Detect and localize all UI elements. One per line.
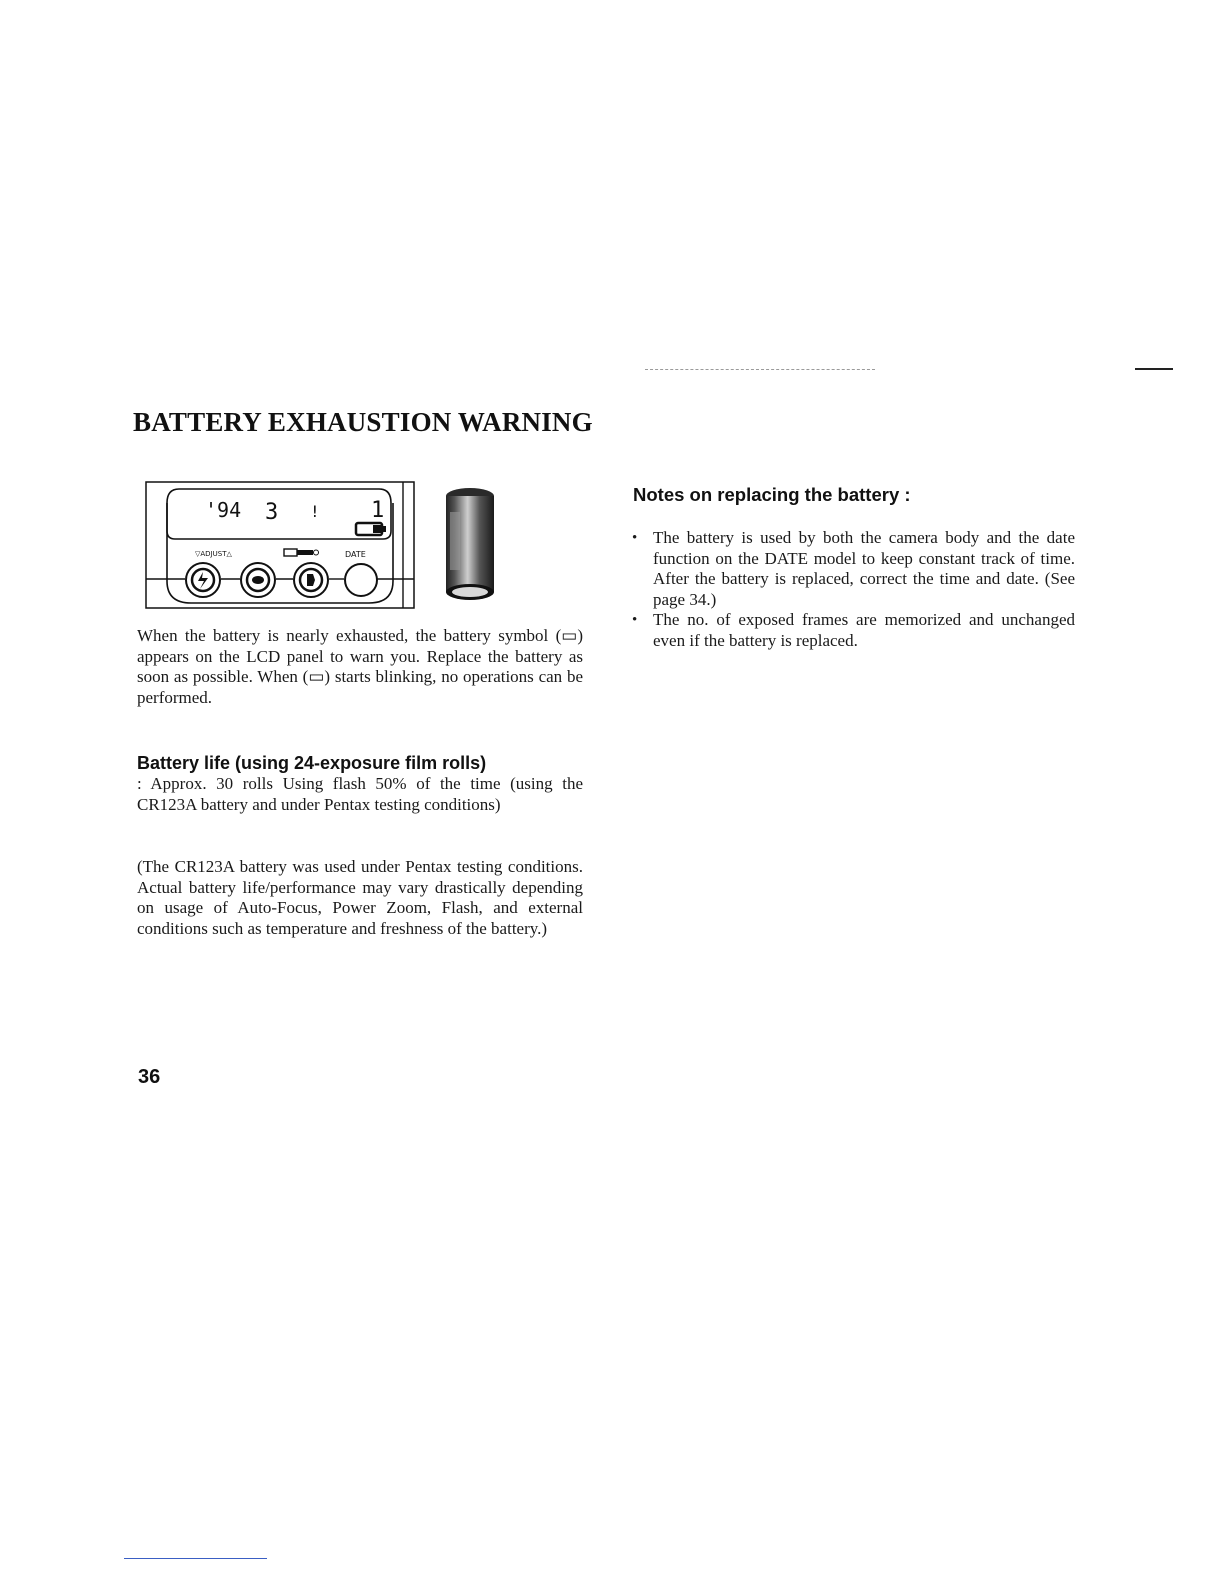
bullet-icon: • <box>632 612 638 629</box>
flash-mode-button <box>186 563 220 597</box>
bottom-rule <box>124 1558 267 1559</box>
date-button <box>345 564 377 596</box>
page-number: 36 <box>138 1066 161 1088</box>
label-date: DATE <box>345 550 366 559</box>
page-title: BATTERY EXHAUSTION WARNING <box>133 407 593 437</box>
bullet-icon: • <box>632 530 638 546</box>
battery-performance-paragraph: (The CR123A battery was used under Pentax testing conditions. Actual battery life/performance may vary drastically depending on usage of Auto-Focus, Power Zoom, Flash, and external conditions such as temperature and freshness of the battery.) <box>137 857 583 938</box>
notes-heading: Notes on replacing the battery : <box>633 484 911 505</box>
lcd-day: 1 <box>371 498 385 523</box>
battery-warning-paragraph: When the battery is nearly exhausted, the battery symbol (▭) appears on the LCD panel to warn you. Replace the battery as soon as possible. When (▭) starts blinking, no operations can be performed. <box>137 626 583 707</box>
top-dotted-rule <box>645 369 875 370</box>
lcd-month: 3 <box>265 500 279 525</box>
list-item <box>632 610 1075 651</box>
battery-life-heading: Battery life (using 24-exposure film rolls) <box>137 753 487 773</box>
note-text: The no. of exposed frames are memorized and unchanged even if the battery is replaced. <box>653 610 1075 650</box>
notes-list <box>632 528 1075 652</box>
battery-life-text: : Approx. 30 rolls Using flash 50% of the time (using the CR123A battery and under Pentax testing conditions) <box>137 774 583 814</box>
note-text: The battery is used by both the camera body and the date function on the DATE model to keep constant track of time. After the battery is replaced, correct the time and date. (See page 34.) <box>653 528 1075 609</box>
battery-cr123a-illustration <box>443 486 497 606</box>
lcd-year: '94 <box>205 498 242 522</box>
self-timer-button <box>241 563 275 597</box>
top-right-rule <box>1135 368 1173 370</box>
lcd-panel-illustration <box>145 481 415 609</box>
lcd-battery-icon <box>356 523 386 535</box>
lcd-separator: ! <box>310 502 320 521</box>
mode-button <box>294 563 328 597</box>
list-item <box>632 528 1075 610</box>
label-adjust: ▽ADJUST△ <box>195 550 232 558</box>
